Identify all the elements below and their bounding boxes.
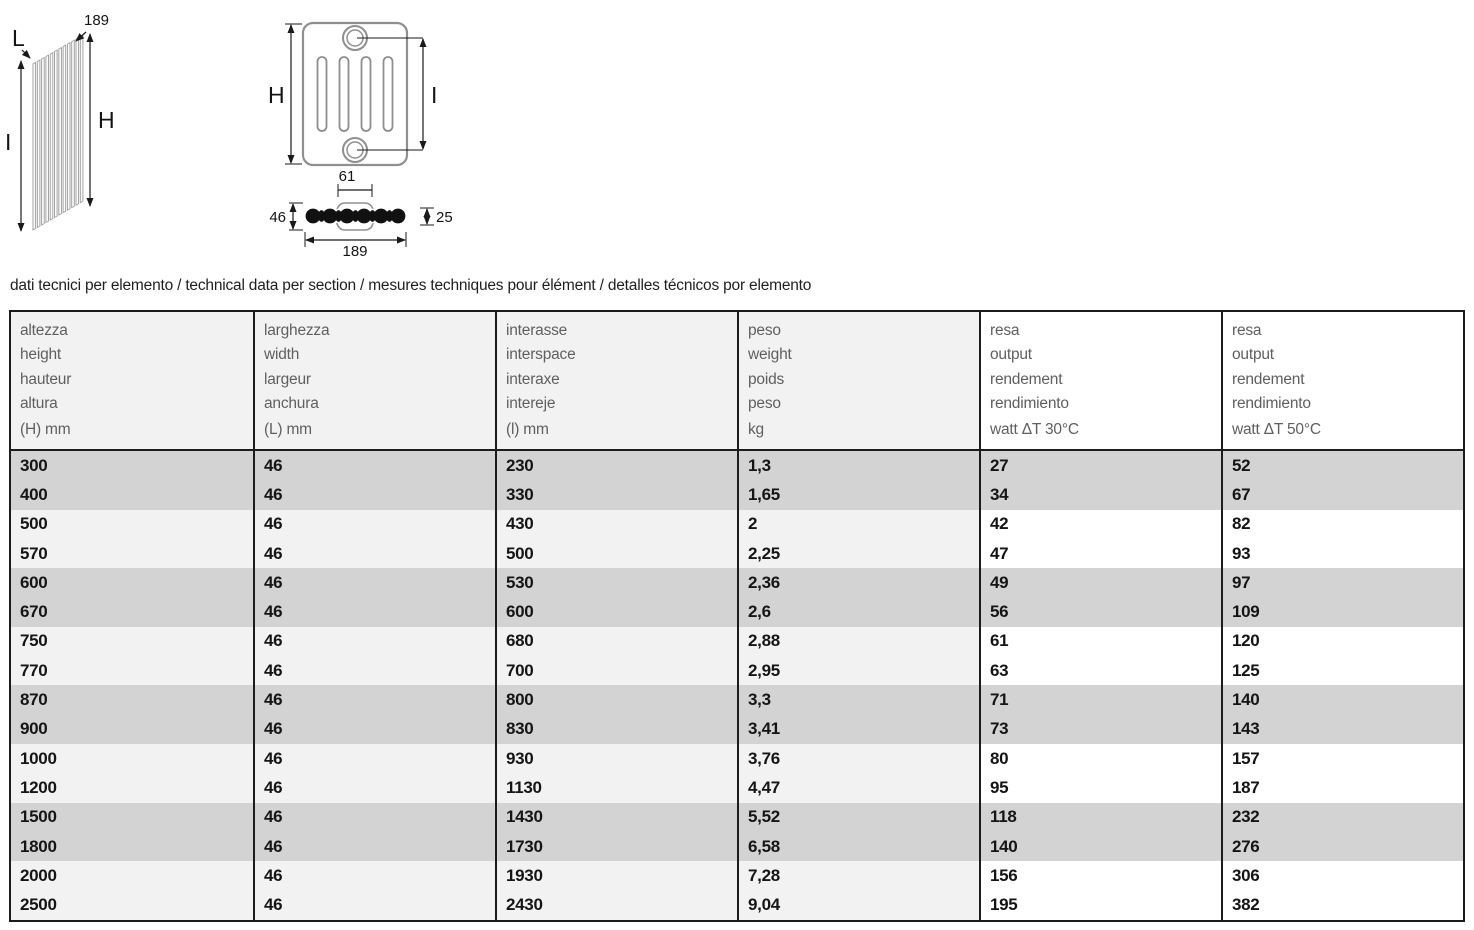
table-cell: 2,95 [737,656,979,685]
table-cell: 6,58 [737,832,979,861]
table-cell: 300 [11,451,253,480]
table-cell: 46 [253,568,495,597]
table-cell: 3,3 [737,685,979,714]
table-cell: 97 [1221,568,1463,597]
table-cell: 232 [1221,803,1463,832]
table-cell: 1730 [495,832,737,861]
table-cell: 2000 [11,861,253,890]
table-cell: 46 [253,480,495,509]
table-cell: 1000 [11,744,253,773]
table-cell: 118 [979,803,1221,832]
header-label: output [990,346,1032,364]
table-cell: 2430 [495,890,737,919]
table-cell: 46 [253,832,495,861]
header-label: altezza [20,322,68,339]
dim-label-total-width: 189 [342,243,368,260]
column-header-larghezza [253,312,495,451]
header-label: intereje [506,395,556,413]
table-cell: 156 [979,861,1221,890]
table-cell: 3,76 [737,744,979,773]
table-cell: 82 [1221,510,1463,539]
column-header-resa50 [1221,312,1463,451]
table-cell: 95 [979,773,1221,802]
dim-label-height: H [98,107,115,133]
table-cell: 46 [253,773,495,802]
table-cell: 1,65 [737,480,979,509]
column-header-resa30 [979,312,1221,451]
table-cell: 61 [979,627,1221,656]
dim-label-top-width: 61 [338,168,356,185]
table-cell: 46 [253,597,495,626]
table-cell: 52 [1221,451,1463,480]
spec-table [9,310,1465,922]
table-cell: 1130 [495,773,737,802]
front-view-drawing [268,23,437,165]
table-cell: 2,36 [737,568,979,597]
table-cell: 1930 [495,861,737,890]
header-label: altura [20,395,58,413]
radiator-diagrams [0,0,470,270]
header-label: resa [990,322,1020,339]
table-cell: 1,3 [737,451,979,480]
table-cell: 125 [1221,656,1463,685]
table-cell: 42 [979,510,1221,539]
table-cell: 120 [1221,627,1463,656]
table-cell: 109 [1221,597,1463,626]
table-cell: 2500 [11,890,253,919]
table-cell: 9,04 [737,890,979,919]
table-cell: 46 [253,685,495,714]
table-cell: 900 [11,715,253,744]
table-cell: 46 [253,744,495,773]
header-label: peso [748,322,781,339]
table-cell: 770 [11,656,253,685]
table-cell: 306 [1221,861,1463,890]
section-view-drawing [269,168,452,260]
table-cell: 143 [1221,715,1463,744]
table-cell: 71 [979,685,1221,714]
caption: dati tecnici per elemento / technical data per section / mesures techniques pour élément / detalles técnicos por elemento [10,277,812,294]
table-cell: 600 [11,568,253,597]
table-cell: 157 [1221,744,1463,773]
dim-label-depth: 189 [84,12,110,29]
header-label: weight [748,346,792,364]
header-unit: kg [748,421,764,438]
table-cell: 500 [495,539,737,568]
table-cell: 530 [495,568,737,597]
table-cell: 3,41 [737,715,979,744]
table-cell: 73 [979,715,1221,744]
table-cell: 47 [979,539,1221,568]
table-cell: 330 [495,480,737,509]
dim-label-depth: 46 [269,209,286,226]
header-label: rendimiento [1232,395,1311,413]
dim-label-interaxis: I [431,82,438,108]
table-cell: 276 [1221,832,1463,861]
header-label: rendimiento [990,395,1069,413]
header-label: poids [748,370,785,388]
table-cell: 382 [1221,890,1463,919]
table-cell: 1800 [11,832,253,861]
table-cell: 46 [253,627,495,656]
header-label: interasse [506,322,568,339]
table-cell: 7,28 [737,861,979,890]
header-label: hauteur [20,370,72,388]
table-cell: 1500 [11,803,253,832]
side-view-drawing [5,12,115,231]
table-cell: 500 [11,510,253,539]
table-cell: 870 [11,685,253,714]
table-cell: 750 [11,627,253,656]
table-cell: 46 [253,803,495,832]
table-cell: 1430 [495,803,737,832]
header-label: interspace [506,346,576,364]
table-cell: 600 [495,597,737,626]
header-label: interaxe [506,370,560,388]
table-cell: 140 [1221,685,1463,714]
header-label: width [264,346,300,364]
table-cell: 2,25 [737,539,979,568]
column-header-interasse [495,312,737,451]
table-cell: 34 [979,480,1221,509]
header-label: rendement [990,370,1063,388]
header-unit: watt ΔT 30°C [990,421,1079,438]
dim-label-height: H [268,82,285,108]
header-label: largeur [264,370,311,388]
table-cell: 49 [979,568,1221,597]
header-unit: (l) mm [506,421,549,438]
column-header-peso [737,312,979,451]
dim-label-fin-width: L [12,25,25,51]
table-cell: 63 [979,656,1221,685]
table-cell: 93 [1221,539,1463,568]
header-unit: (H) mm [20,421,71,438]
table-cell: 46 [253,715,495,744]
table-cell: 400 [11,480,253,509]
table-cell: 46 [253,510,495,539]
header-label: anchura [264,395,319,413]
header-label: resa [1232,322,1262,339]
table-cell: 195 [979,890,1221,919]
dim-label-interaxis: I [5,129,12,155]
table-cell: 570 [11,539,253,568]
table-cell: 2 [737,510,979,539]
table-cell: 56 [979,597,1221,626]
table-cell: 2,6 [737,597,979,626]
table-cell: 27 [979,451,1221,480]
header-label: output [1232,346,1274,364]
table-cell: 2,88 [737,627,979,656]
header-label: rendement [1232,370,1305,388]
table-cell: 1200 [11,773,253,802]
table-cell: 140 [979,832,1221,861]
table-cell: 46 [253,451,495,480]
table-cell: 700 [495,656,737,685]
header-unit: (L) mm [264,421,312,438]
table-cell: 187 [1221,773,1463,802]
header-label: height [20,346,62,364]
table-cell: 67 [1221,480,1463,509]
dim-label-tube-height: 25 [436,209,453,226]
table-cell: 46 [253,890,495,919]
header-label: larghezza [264,322,330,339]
header-unit: watt ΔT 50°C [1232,421,1321,438]
table-cell: 80 [979,744,1221,773]
table-cell: 830 [495,715,737,744]
table-cell: 46 [253,539,495,568]
column-header-altezza [11,312,253,451]
table-cell: 4,47 [737,773,979,802]
table-cell: 670 [11,597,253,626]
header-label: peso [748,395,781,413]
table-cell: 680 [495,627,737,656]
table-cell: 800 [495,685,737,714]
table-cell: 930 [495,744,737,773]
table-cell: 430 [495,510,737,539]
table-cell: 46 [253,861,495,890]
table-cell: 5,52 [737,803,979,832]
table-cell: 46 [253,656,495,685]
table-cell: 230 [495,451,737,480]
